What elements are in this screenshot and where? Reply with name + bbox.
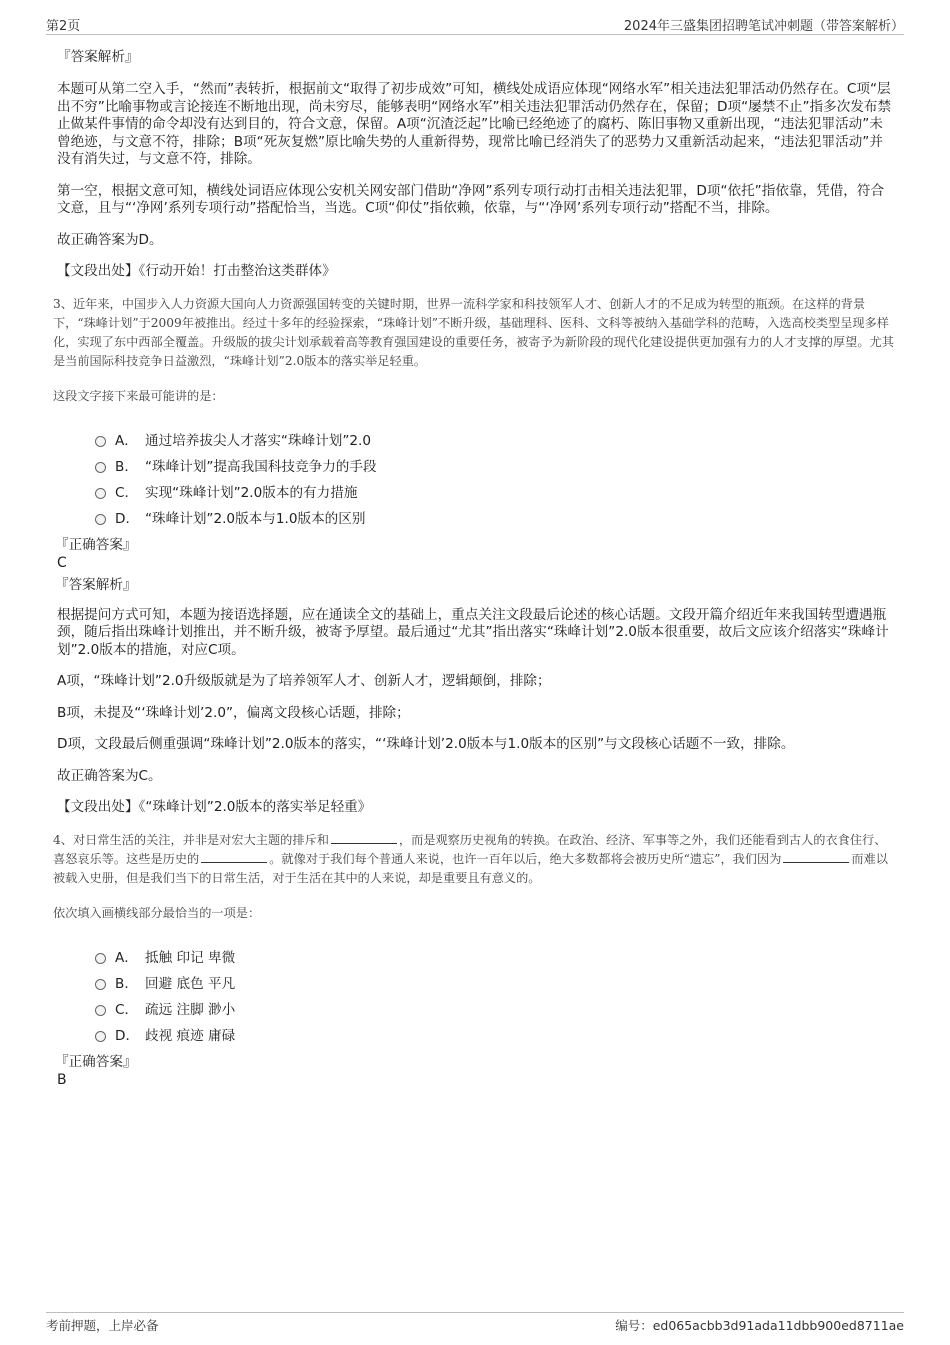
radio-icon[interactable] xyxy=(95,462,106,473)
analysis-paragraph: D项，文段最后侧重强调“珠峰计划”2.0版本的落实，“‘珠峰计划’2.0版本与1.0版本的区别”与文段核心话题不一致，排除。 xyxy=(57,736,795,752)
analysis-paragraph: B项，未提及“‘珠峰计划’2.0”，偏离文段核心话题，排除； xyxy=(57,704,410,721)
radio-icon[interactable] xyxy=(95,979,106,990)
radio-icon[interactable] xyxy=(95,488,106,499)
answer-conclusion: 故正确答案为C。 xyxy=(57,767,162,784)
option-b[interactable]: B． 回避 底色 平凡 xyxy=(95,971,895,997)
option-c[interactable]: C． 疏远 注脚 渺小 xyxy=(95,997,895,1023)
question-prompt: 这段文字接下来最可能讲的是： xyxy=(53,388,224,403)
option-a[interactable]: A． 通过培养拔尖人才落实“珠峰计划”2.0 xyxy=(95,428,895,454)
analysis-paragraph: 根据提问方式可知，本题为接语选择题，应在通读全文的基础上，重点关注文段最后论述的核心话题。文段开篇介绍近年来我国转型遭遇瓶颈，随后指出珠峰计划推出，并不断升级，被寄予厚望。最后通过“尤其”指出落实“珠峰计划”2.0版本很重要，故后文应该介绍落实“珠峰计划”2.0版本的措施，对应C项。 xyxy=(57,606,889,658)
radio-icon[interactable] xyxy=(95,514,106,525)
radio-icon[interactable] xyxy=(95,1031,106,1042)
analysis-paragraph: 本题可从第二空入手，“然而”表转折，根据前文“取得了初步成效”可知，横线处成语应体现“网络水军”相关违法犯罪活动仍然存在。C项“层出不穷”比喻事物或言论接连不断地出现，尚未穷尽，能够表明“网络水军”相关违法犯罪活动仍然存在，保留；D项“屡禁不止”指多次发布禁止做某件事情的命令却没有达到目的，符合文意，保留。A项“沉渣泛起”比喻已经绝迹了的腐朽、陈旧事物又重新出现，“违法犯罪活动”未曾绝迹，与文意不符，排除；B项“死灰复燃”原比喻失势的人重新得势，现常比喻已经消失了的恶势力又重新活动起来，“违法犯罪活动”并没有消失过，与文意不符，排除。 xyxy=(57,81,892,167)
option-a[interactable]: A． 抵触 印记 卑微 xyxy=(95,945,895,971)
fill-blank xyxy=(201,851,267,863)
question-stem: 3、近年来，中国步入人力资源大国向人力资源强国转变的关键时期，世界一流科学家和科技领军人才、创新人才的不足成为转型的瓶颈。在这样的背景下，“珠峰计划”于2009年被推出。经过十多年的经验探索，“珠峰计划”不断升级，基础理科、医科、文科等被纳入基础学科的范畴，入选高校类型呈现多样化，实现了东中西部全覆盖。升级版的拔尖计划承载着高等教育强国建设的重要任务，被寄予为新阶段的现代化建设提供更加强有力的人才支撑的厚望。尤其是当前国际科技竞争日益激烈，“珠峰计划”2.0版本的落实举足轻重。 xyxy=(53,296,894,368)
radio-icon[interactable] xyxy=(95,436,106,447)
page-number: 第2页 xyxy=(46,19,81,34)
analysis-paragraph: A项，“珠峰计划”2.0升级版就是为了培养领军人才、创新人才，逻辑颠倒，排除； xyxy=(57,673,551,689)
option-c[interactable]: C． 实现“珠峰计划”2.0版本的有力措施 xyxy=(95,480,895,506)
page-footer xyxy=(46,1312,904,1333)
source-citation: 【文段出处】《行动开始！打击整治这类群体》 xyxy=(57,263,336,279)
option-list xyxy=(95,428,895,532)
question-stem: 4、对日常生活的关注，并非是对宏大主题的排斥和 ，而是观察历史视角的转换。在政治、经济、军事等之外，我们还能看到古人的衣食住行、喜怒哀乐等。这些是历史的 。就像对于我们每个普通人来说，也许一百年以后，绝大多数都将会被历史所“遗忘”，我们因为 而难以被载入史册，但是我们当下的日常生活，对于生活在其中的人来说，却是重要且有意义的。 xyxy=(53,832,888,885)
page-header xyxy=(46,14,904,35)
fill-blank xyxy=(783,851,849,863)
radio-icon[interactable] xyxy=(95,953,106,964)
footer-slogan: 考前押题，上岸必备 xyxy=(46,1318,159,1333)
analysis-label: 『答案解析』 xyxy=(57,49,139,65)
document-title: 2024年三盛集团招聘笔试冲刺题（带答案解析） xyxy=(623,19,904,34)
correct-answer: C xyxy=(57,554,67,571)
correct-answer-label: 『正确答案』 xyxy=(55,1053,137,1070)
answer-conclusion: 故正确答案为D。 xyxy=(57,231,163,248)
analysis-paragraph: 第一空，根据文意可知，横线处词语应体现公安机关网安部门借助“净网”系列专项行动打击相关违法犯罪，D项“依托”指依靠，凭借，符合文意，且与“‘净网’系列专项行动”搭配恰当，当选。C项“仰仗”指依赖，依靠，与“‘净网’系列专项行动”搭配不当，排除。 xyxy=(57,182,885,216)
correct-answer: B xyxy=(57,1071,67,1088)
source-citation: 【文段出处】《“珠峰计划”2.0版本的落实举足轻重》 xyxy=(57,799,372,815)
option-list xyxy=(95,945,895,1049)
fill-blank xyxy=(331,832,397,844)
option-b[interactable]: B． “珠峰计划”提高我国科技竞争力的手段 xyxy=(95,454,895,480)
option-d[interactable]: D． 歧视 痕迹 庸碌 xyxy=(95,1023,895,1049)
correct-answer-label: 『正确答案』 xyxy=(55,536,137,553)
analysis-label: 『答案解析』 xyxy=(55,576,137,593)
main-content xyxy=(53,48,895,1093)
document-id: 编号：ed065acbb3d91ada11dbb900ed8711ae xyxy=(615,1318,904,1333)
question-prompt: 依次填入画横线部分最恰当的一项是： xyxy=(53,905,261,920)
option-d[interactable]: D． “珠峰计划”2.0版本与1.0版本的区别 xyxy=(95,506,895,532)
radio-icon[interactable] xyxy=(95,1005,106,1016)
